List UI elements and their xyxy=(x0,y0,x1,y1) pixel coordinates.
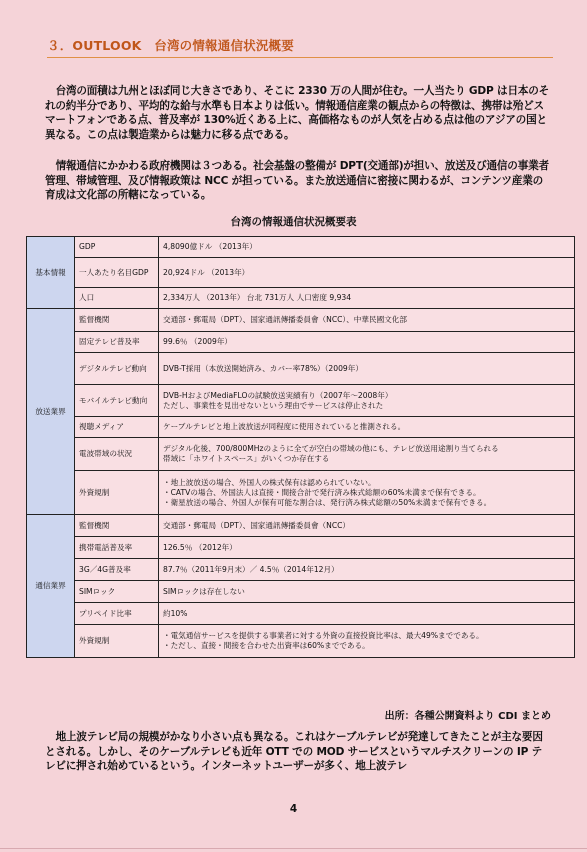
row-value: 4,8090億ドル （2013年） xyxy=(159,237,575,258)
table-row xyxy=(27,237,575,258)
table-row xyxy=(27,385,575,417)
table-row xyxy=(27,537,575,559)
row-label: デジタルテレビ動向 xyxy=(75,353,159,385)
table-row xyxy=(27,288,575,309)
table-row xyxy=(27,471,575,515)
row-label: 固定テレビ普及率 xyxy=(75,332,159,353)
table-row xyxy=(27,258,575,288)
row-label: 3G／4G普及率 xyxy=(75,559,159,581)
intro-paragraph: 台湾の面積は九州とほぼ同じ大きさであり、そこに 2330 万の人間が住む。一人当たり GDP は日本のそれの約半分であり、平均的な給与水準も日本よりは低い。情報通信産業の観点からの特徴は、携帯は殆どスマートフォンである点、普及率が 130%近くある上に、高価格なものが人気を占める点は他のアジアの国と異なる。この点は製造業からは魅力に移る点である。 xyxy=(45,85,550,141)
row-label: 一人あたり名目GDP xyxy=(75,258,159,288)
row-label: GDP xyxy=(75,237,159,258)
government-paragraph: 情報通信にかかわる政府機関は３つある。社会基盤の整備が DPT(交通部)が担い、放送及び通信の事業者管理、帯域管理、及び情報政策は NCC が担っている。また放送通信に密接に関わるが、コンテンツ産業の育成は文化部の所轄になっている。 xyxy=(45,160,549,202)
row-value: 87.7％（2011年9月末）／ 4.5％（2014年12月） xyxy=(159,559,575,581)
table-row xyxy=(27,438,575,471)
table-row xyxy=(27,332,575,353)
section-title: ３．OUTLOOK 台湾の情報通信状況概要 xyxy=(47,36,553,58)
table-row xyxy=(27,603,575,625)
row-label: 視聴メディア xyxy=(75,417,159,438)
page-bottom-border xyxy=(0,848,587,849)
row-label: プリペイド比率 xyxy=(75,603,159,625)
row-label: 人口 xyxy=(75,288,159,309)
row-label: モバイルテレビ動向 xyxy=(75,385,159,417)
table-row xyxy=(27,515,575,537)
row-value: 交通部・郵電局（DPT）、国家通訊傳播委員會（NCC）、中華民國文化部 xyxy=(159,309,575,332)
table-row xyxy=(27,625,575,658)
row-value: 99.6％ （2009年） xyxy=(159,332,575,353)
table-title: 台湾の情報通信状況概要表 xyxy=(230,216,357,228)
row-value: デジタル化後、700/800MHzのように全てが空白の帯域の他にも、テレビ放送用途割り当てられる 帯域に「ホワイトスペース」がいくつか存在する xyxy=(159,438,575,471)
category-basic: 基本情報 xyxy=(27,237,75,309)
page-number: 4 xyxy=(289,803,298,815)
row-label: 外資規制 xyxy=(75,625,159,658)
row-label: 電波帯域の状況 xyxy=(75,438,159,471)
row-label: 監督機関 xyxy=(75,515,159,537)
category-broadcast: 放送業界 xyxy=(27,309,75,515)
table-row xyxy=(27,353,575,385)
row-label: 携帯電話普及率 xyxy=(75,537,159,559)
row-label: 外資規制 xyxy=(75,471,159,515)
row-label: SIMロック xyxy=(75,581,159,603)
table-row xyxy=(27,417,575,438)
table-row xyxy=(27,581,575,603)
category-telecom: 通信業界 xyxy=(27,515,75,658)
row-value: DVB-HおよびMediaFLOの試験放送実績有り（2007年～2008年） ただし、事業性を見出せないという理由でサービスは停止された xyxy=(159,385,575,417)
table-row xyxy=(27,559,575,581)
row-value: 約10% xyxy=(159,603,575,625)
row-value: ケーブルテレビと地上波放送が同程度に使用されていると推測される。 xyxy=(159,417,575,438)
row-value: ・電気通信サービスを提供する事業者に対する外資の直接投資比率は、最大49%までである。 ・ただし、直接・間接を合わせた出資率は60%までである。 xyxy=(159,625,575,658)
row-label: 監督機関 xyxy=(75,309,159,332)
row-value: 126.5％ （2012年） xyxy=(159,537,575,559)
table-row xyxy=(27,309,575,332)
taiwan-overview-table xyxy=(26,236,575,658)
row-value: ・地上波放送の場合、外国人の株式保有は認められていない。 ・CATVの場合、外国法人は直接・間接合計で発行済み株式総額の60%未満まで保有できる。 ・衛星放送の場合、外国人が保有可能な割合は、発行済み株式総額の50%未満まで保有できる。 xyxy=(159,471,575,515)
row-value: 交通部・郵電局（DPT）、国家通訊傳播委員會（NCC） xyxy=(159,515,575,537)
row-value: DVB-T採用（本放送開始済み、カバー率78%）（2009年） xyxy=(159,353,575,385)
terrestrial-tv-paragraph: 地上波テレビ局の規模がかなり小さい点も異なる。これはケーブルテレビが発達してきたことが主な要因とされる。しかし、そのケーブルテレビも近年 OTT での MOD サービスというマルチスクリーンの IP テレビに押され始めているという。インターネットユーザーが多く、地上波テレ xyxy=(45,731,543,773)
row-value: 2,334万人 （2013年） 台北 731万人 人口密度 9,934 xyxy=(159,288,575,309)
source-note: 出所：各種公開資料より CDI まとめ xyxy=(384,711,551,722)
row-value: 20,924ドル （2013年） xyxy=(159,258,575,288)
row-value: SIMロックは存在しない xyxy=(159,581,575,603)
